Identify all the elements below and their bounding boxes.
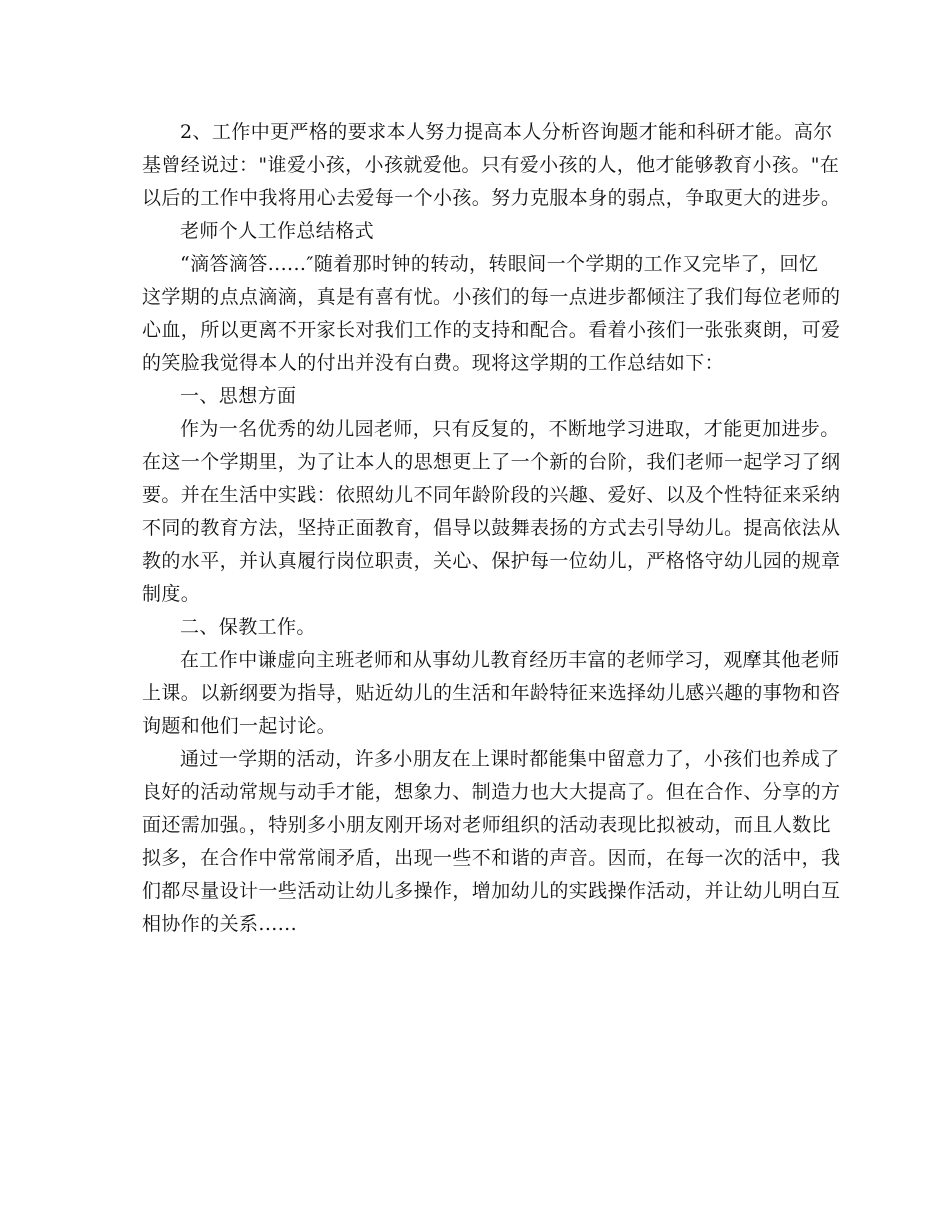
paragraph-line: 拟多，在合作中常常闹矛盾，出现一些不和谐的声音。因而，在每一次的活中，我: [142, 847, 841, 869]
paragraph-line: 教的水平，并认真履行岗位职责，关心、保护每一位幼儿，严格恪守幼儿园的规章: [142, 550, 841, 572]
paragraph-line: 制度。: [142, 583, 201, 605]
heading-text: 一、思想方面: [180, 385, 297, 407]
paragraph: [142, 743, 841, 941]
paragraph: [142, 644, 841, 743]
section-heading: [142, 611, 816, 644]
paragraph: [142, 116, 841, 215]
paragraph-line: 心血，所以更离不开家长对我们工作的支持和配合。看着小孩们一张张爽朗，可爱: [142, 319, 841, 341]
paragraph-line: 通过一学期的活动，许多小朋友在上课时都能集中留意力了，小孩们也养成了: [180, 748, 840, 770]
paragraph-line: 上课。以新纲要为指导，贴近幼儿的生活和年龄特征来选择幼儿感兴趣的事物和咨: [142, 682, 841, 704]
paragraph: [142, 413, 841, 611]
paragraph-line: 相协作的关系......: [142, 913, 298, 935]
heading-text: 二、保教工作。: [180, 616, 316, 638]
paragraph-line: 面还需加强。，特别多小朋友刚开场对老师组织的活动表现比拟被动，而且人数比: [142, 814, 831, 836]
paragraph-line: 良好的活动常规与动手才能，想象力、制造力也大大提高了。但在合作、分享的方: [142, 781, 841, 803]
heading-text: 老师个人工作总结格式: [180, 220, 375, 242]
paragraph-line: 2、工作中更严格的要求本人努力提高本人分析咨询题才能和科研才能。高尔: [180, 121, 833, 143]
paragraph-line: 要。并在生活中实践：依照幼儿不同年龄阶段的兴趣、爱好、以及个性特征来采纳: [142, 484, 841, 506]
paragraph-line: 的笑脸我觉得本人的付出并没有白费。现将这学期的工作总结如下：: [142, 352, 725, 374]
paragraph-line: 不同的教育方法，坚持正面教育，倡导以鼓舞表扬的方式去引导幼儿。提高依法从: [142, 517, 841, 539]
paragraph-line: 这学期的点点滴滴，真是有喜有忧。小孩们的每一点进步都倾注了我们每位老师的: [142, 286, 841, 308]
paragraph-line: 以后的工作中我将用心去爱每一个小孩。努力克服本身的弱点，争取更大的进步。: [142, 187, 841, 209]
section-heading: [142, 215, 816, 248]
paragraph: [142, 248, 841, 380]
paragraph-line: “滴答滴答......″随着那时钟的转动，转眼间一个学期的工作又完毕了，回忆: [180, 253, 819, 275]
document-body: [142, 116, 841, 941]
paragraph-line: 在这一个学期里，为了让本人的思想更上了一个新的台阶，我们老师一起学习了纲: [142, 451, 841, 473]
section-heading: [142, 380, 816, 413]
paragraph-line: 作为一名优秀的幼儿园老师，只有反复的，不断地学习进取，才能更加进步。: [180, 418, 840, 440]
paragraph-line: 基曾经说过："谁爱小孩，小孩就爱他。只有爱小孩的人，他才能够教育小孩。"在: [142, 154, 840, 176]
paragraph-line: 们都尽量设计一些活动让幼儿多操作，增加幼儿的实践操作活动，并让幼儿明白互: [142, 880, 841, 902]
paragraph-line: 询题和他们一起讨论。: [142, 715, 337, 737]
paragraph-line: 在工作中谦虚向主班老师和从事幼儿教育经历丰富的老师学习，观摩其他老师: [180, 649, 840, 671]
